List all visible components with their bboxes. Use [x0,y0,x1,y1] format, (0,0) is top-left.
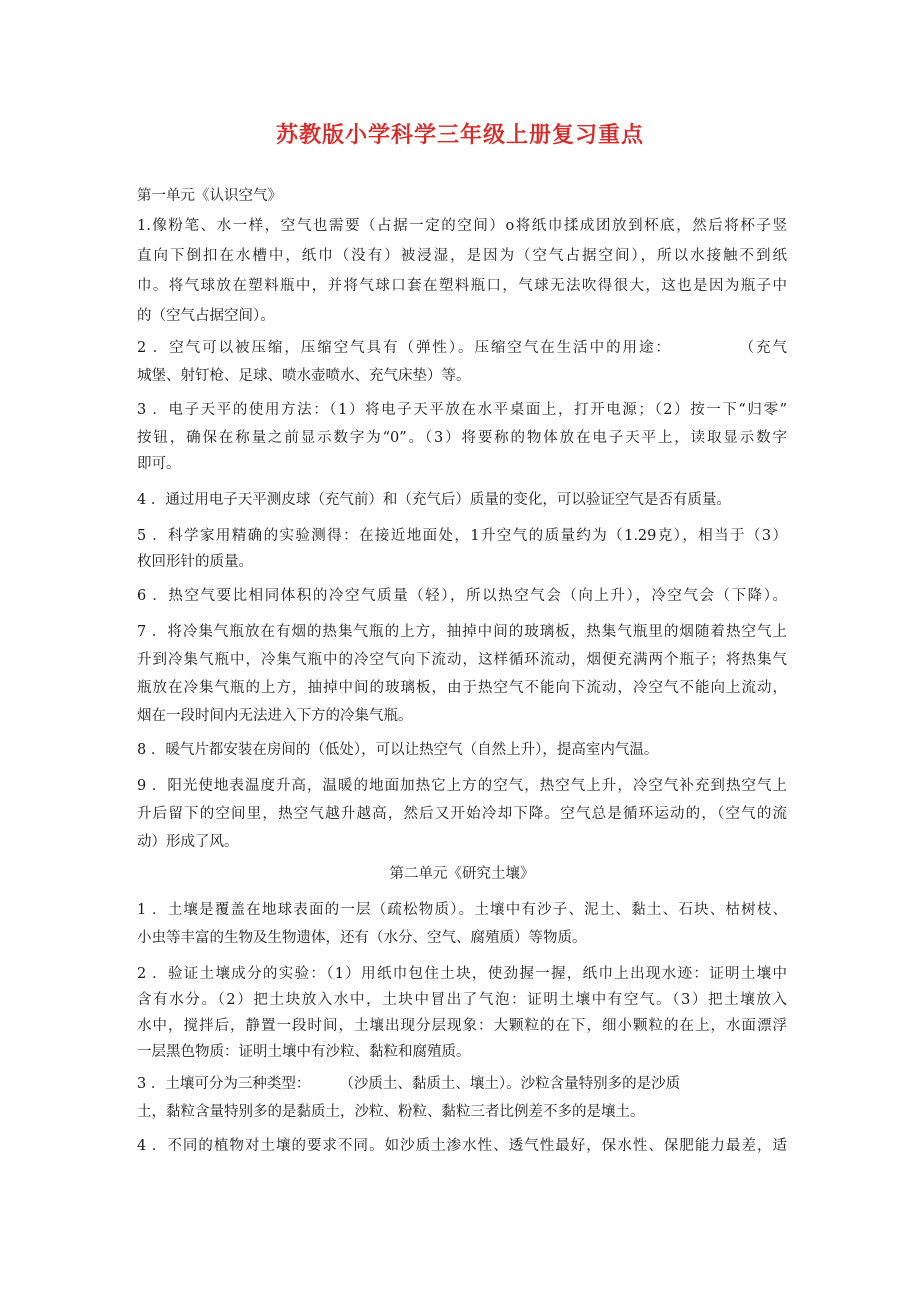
paragraph-line: 5 ．科学家用精确的实验测得：在接近地面处，1升空气的质量约为（1.29克），相当于（3） [137,528,787,544]
paragraph-line: 即可。 [137,456,181,472]
paragraph-line: 4 ．通过用电子天平测皮球（充气前）和（充气后）质量的变化，可以验证空气是否有质量。 [137,492,731,508]
paragraph-line: 小虫等丰富的生物及生物遗体，还有（水分、空气、腐殖质）等物质。 [137,930,587,946]
paragraph-line: 按钮，确保在称量之前显示数字为“0”。（3）将要称的物体放在电子天平上，读取显示数字 [137,430,787,446]
unit1-heading: 第一单元《认识空气》 [137,188,282,204]
paragraph-line: 烟在一段时间内无法进入下方的冷集气瓶。 [137,708,413,724]
paragraph-line: 3 ．电子天平的使用方法：（1）将电子天平放在水平桌面上，打开电源；（2）按一下“归零” [137,402,787,418]
paragraph-line: 的（空气占据空间）。 [137,308,275,324]
paragraph-line: 动）形成了风。 [137,834,239,850]
paragraph-line: 2 ．验证土壤成分的实验：（1）用纸巾包住土块，使劲握一握，纸巾上出现水迹：证明土壤中 [137,966,787,982]
paragraph-line: 4 ．不同的植物对土壤的要求不同。如沙质土渗水性、透气性最好，保水性、保肥能力最差，适 [137,1138,787,1154]
paragraph-line: 升到冷集气瓶中，冷集气瓶中的冷空气向下流动，这样循环流动，烟便充满两个瓶子；将热集气 [137,652,787,668]
paragraph-line: 直向下倒扣在水槽中，纸巾（没有）被浸湿，是因为（空气占据空间），所以水接触不到纸 [137,248,787,264]
paragraph-line: 3 ．土壤可分为三种类型： （沙质土、黏质土、壤土）。沙粒含量特别多的是沙质 [137,1076,681,1092]
page-title: 苏教版小学科学三年级上册复习重点 [275,123,644,148]
paragraph-line: 水中，搅拌后，静置一段时间，土壤出现分层现象：大颗粒的在下，细小颗粒的在上，水面漂浮 [137,1018,787,1034]
paragraph-line: 1 ．土壤是覆盖在地球表面的一层（疏松物质）。土壤中有沙子、泥土、黏土、石块、枯树枝、 [137,902,787,918]
paragraph-line: 瓶放在冷集气瓶的上方，抽掉中间的玻璃板，由于热空气不能向下流动，冷空气不能向上流动， [137,680,787,696]
paragraph-line: 7 ．将冷集气瓶放在有烟的热集气瓶的上方，抽掉中间的玻璃板，热集气瓶里的烟随着热空气上 [137,624,787,640]
paragraph-line: 巾。将气球放在塑料瓶中，并将气球口套在塑料瓶口，气球无法吹得很大，这也是因为瓶子中 [137,278,787,294]
unit2-heading: 第二单元《研究土壤》 [389,866,535,882]
paragraph-line: 1.像粉笔、水一样，空气也需要（占据一定的空间）o将纸巾揉成团放到杯底，然后将杯子竖 [137,218,787,234]
paragraph-line: 2 ．空气可以被压缩，压缩空气具有（弹性）。压缩空气在生活中的用途： （充气 [137,340,787,356]
paragraph-line: 6 ．热空气要比相同体积的冷空气质量（轻），所以热空气会（向上升），冷空气会（下降）。 [137,588,787,604]
paragraph-line: 升后留下的空间里，热空气越升越高，然后又开始冷却下降。空气总是循环运动的，（空气的流 [137,806,787,822]
paragraph-line: 土，黏粒含量特别多的是黏质土，沙粒、粉粒、黏粒三者比例差不多的是壤土。 [137,1104,645,1120]
paragraph-line: 枚回形针的质量。 [137,554,253,570]
paragraph-line: 8 ．暖气片都安装在房间的（低处），可以让热空气（自然上升），提高室内气温。 [137,742,659,758]
paragraph-line: 城堡、射钉枪、足球、喷水壶喷水、充气床垫）等。 [137,368,471,384]
paragraph-line: 含有水分。（2）把土块放入水中，土块中冒出了气泡：证明土壤中有空气。（3）把土壤放入 [137,992,787,1008]
paragraph-line: 一层黑色物质：证明土壤中有沙粒、黏粒和腐殖质。 [137,1044,471,1060]
paragraph-line: 9 ．阳光使地表温度升高，温暖的地面加热它上方的空气，热空气上升，冷空气补充到热空气上 [137,778,787,794]
